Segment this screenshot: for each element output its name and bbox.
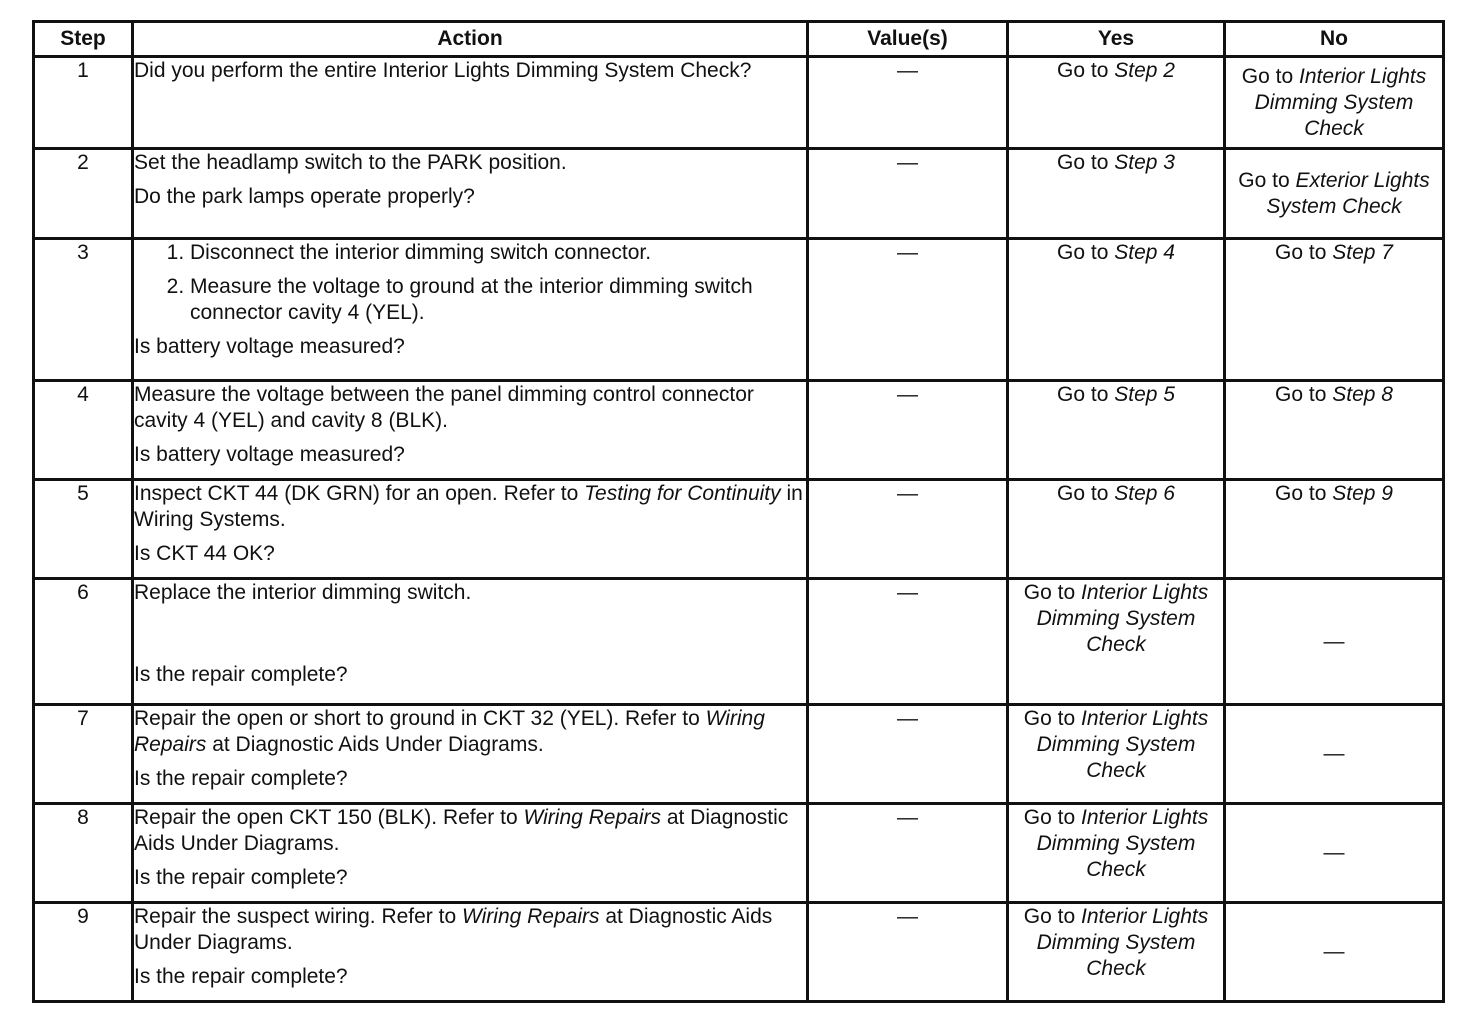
action-cell	[133, 57, 808, 149]
step-number: 2	[34, 149, 133, 239]
value-cell: —	[808, 579, 1008, 705]
no-cell	[1225, 239, 1444, 381]
yes-prefix: Go to	[1023, 806, 1081, 829]
value-cell: —	[808, 57, 1008, 149]
action-text	[134, 805, 806, 857]
value-cell: —	[808, 705, 1008, 804]
action-text: Set the headlamp switch to the PARK position.	[134, 151, 567, 174]
action-text	[134, 904, 806, 956]
no-prefix: Go to	[1238, 168, 1296, 192]
no-cell	[1225, 480, 1444, 579]
yes-link[interactable]: Step 4	[1114, 241, 1175, 264]
table-row	[34, 705, 1444, 804]
step-number: 6	[34, 579, 133, 705]
header-no: No	[1225, 22, 1444, 57]
yes-link[interactable]: Interior Lights Dimming System Check	[1036, 905, 1209, 980]
yes-link[interactable]: Step 3	[1114, 151, 1175, 174]
table-row	[34, 903, 1444, 1002]
action-cell	[133, 804, 808, 903]
action-cell	[133, 381, 808, 480]
yes-cell	[1008, 149, 1225, 239]
action-cell	[133, 239, 808, 381]
no-cell: —	[1225, 705, 1444, 804]
step-number: 1	[34, 57, 133, 149]
header-row	[34, 22, 1444, 57]
action-text	[134, 481, 806, 533]
table-row	[34, 57, 1444, 149]
action-question: Is CKT 44 OK?	[134, 542, 275, 565]
no-prefix: Go to	[1241, 64, 1299, 88]
action-text: Replace the interior dimming switch.	[134, 581, 472, 604]
no-cell: —	[1225, 903, 1444, 1002]
yes-link[interactable]: Step 5	[1114, 383, 1175, 406]
step-number: 8	[34, 804, 133, 903]
step-number: 7	[34, 705, 133, 804]
yes-cell	[1008, 381, 1225, 480]
yes-link[interactable]: Step 6	[1114, 482, 1175, 505]
no-cell: —	[1225, 579, 1444, 705]
action-text-a: Repair the open CKT 150 (BLK). Refer to	[134, 806, 524, 829]
header-action: Action	[133, 22, 808, 57]
step-number: 3	[34, 239, 133, 381]
action-cell	[133, 480, 808, 579]
action-list	[134, 240, 806, 326]
table-row	[34, 579, 1444, 705]
action-text-b: at Diagnostic Aids Under Diagrams.	[134, 905, 773, 954]
action-text-b: at Diagnostic Aids Under Diagrams.	[134, 806, 789, 855]
action-question: Is the repair complete?	[134, 767, 348, 790]
yes-cell	[1008, 705, 1225, 804]
yes-prefix: Go to	[1057, 241, 1115, 264]
diagnostic-table	[32, 20, 1445, 1003]
yes-prefix: Go to	[1057, 383, 1115, 406]
action-list-item: 1. Disconnect the interior dimming switch connector.	[190, 240, 806, 266]
yes-prefix: Go to	[1057, 151, 1115, 174]
action-question: Is the repair complete?	[134, 663, 348, 686]
action-text-a: Repair the open or short to ground in CKT 32 (YEL). Refer to	[134, 707, 706, 730]
no-prefix: Go to	[1275, 482, 1333, 505]
value-cell: —	[808, 239, 1008, 381]
header-yes: Yes	[1008, 22, 1225, 57]
no-prefix: Go to	[1275, 383, 1333, 406]
no-cell	[1225, 149, 1444, 239]
no-link[interactable]: Exterior Lights System Check	[1266, 168, 1430, 218]
yes-cell	[1008, 239, 1225, 381]
value-cell: —	[808, 804, 1008, 903]
no-link[interactable]: Step 7	[1332, 241, 1393, 264]
yes-prefix: Go to	[1023, 905, 1081, 928]
action-reference-link[interactable]: Wiring Repairs	[134, 707, 765, 756]
no-cell: —	[1225, 804, 1444, 903]
value-cell: —	[808, 149, 1008, 239]
action-text: Measure the voltage between the panel dimming control connector cavity 4 (YEL) and cavity 8 (BLK).	[134, 383, 754, 432]
action-text	[134, 706, 806, 758]
header-values: Value(s)	[808, 22, 1008, 57]
action-text-a: Inspect CKT 44 (DK GRN) for an open. Refer to	[134, 482, 585, 505]
yes-cell	[1008, 804, 1225, 903]
action-cell	[133, 903, 808, 1002]
yes-link[interactable]: Interior Lights Dimming System Check	[1036, 581, 1209, 656]
table-row	[34, 804, 1444, 903]
yes-cell	[1008, 579, 1225, 705]
action-question: Do the park lamps operate properly?	[134, 185, 475, 208]
action-question: Is the repair complete?	[134, 965, 348, 988]
action-question: Is battery voltage measured?	[134, 335, 405, 358]
table-row	[34, 480, 1444, 579]
table-row	[34, 381, 1444, 480]
table-row	[34, 239, 1444, 381]
action-reference-link[interactable]: Testing for Continuity	[584, 482, 781, 505]
yes-link[interactable]: Interior Lights Dimming System Check	[1036, 806, 1209, 881]
yes-cell	[1008, 480, 1225, 579]
action-list-item: 2. Measure the voltage to ground at the interior dimming switch connector cavity 4 (YEL).	[190, 274, 806, 326]
action-reference-link[interactable]: Wiring Repairs	[461, 905, 600, 928]
value-cell: —	[808, 903, 1008, 1002]
yes-prefix: Go to	[1023, 707, 1081, 730]
action-question: Is the repair complete?	[134, 866, 348, 889]
action-cell	[133, 705, 808, 804]
action-text-b: at Diagnostic Aids Under Diagrams.	[206, 733, 544, 756]
no-prefix: Go to	[1275, 241, 1333, 264]
no-link[interactable]: Interior Lights Dimming System Check	[1254, 64, 1427, 140]
action-text-b: in Wiring Systems.	[134, 482, 803, 531]
value-cell: —	[808, 480, 1008, 579]
header-step: Step	[34, 22, 133, 57]
action-text: Did you perform the entire Interior Lights Dimming System Check?	[134, 59, 752, 82]
value-cell: —	[808, 381, 1008, 480]
yes-prefix: Go to	[1023, 581, 1081, 604]
step-number: 9	[34, 903, 133, 1002]
action-cell	[133, 149, 808, 239]
yes-link[interactable]: Step 2	[1114, 59, 1175, 82]
yes-cell	[1008, 57, 1225, 149]
table-row	[34, 149, 1444, 239]
yes-cell	[1008, 903, 1225, 1002]
no-link[interactable]: Step 8	[1332, 383, 1393, 406]
action-cell	[133, 579, 808, 705]
yes-link[interactable]: Interior Lights Dimming System Check	[1036, 707, 1209, 782]
yes-prefix: Go to	[1057, 482, 1115, 505]
step-number: 4	[34, 381, 133, 480]
step-number: 5	[34, 480, 133, 579]
no-cell	[1225, 381, 1444, 480]
yes-prefix: Go to	[1057, 59, 1115, 82]
action-text-a: Repair the suspect wiring. Refer to	[134, 905, 462, 928]
no-link[interactable]: Step 9	[1332, 482, 1393, 505]
no-cell	[1225, 57, 1444, 149]
action-question: Is battery voltage measured?	[134, 443, 405, 466]
action-reference-link[interactable]: Wiring Repairs	[523, 806, 661, 829]
